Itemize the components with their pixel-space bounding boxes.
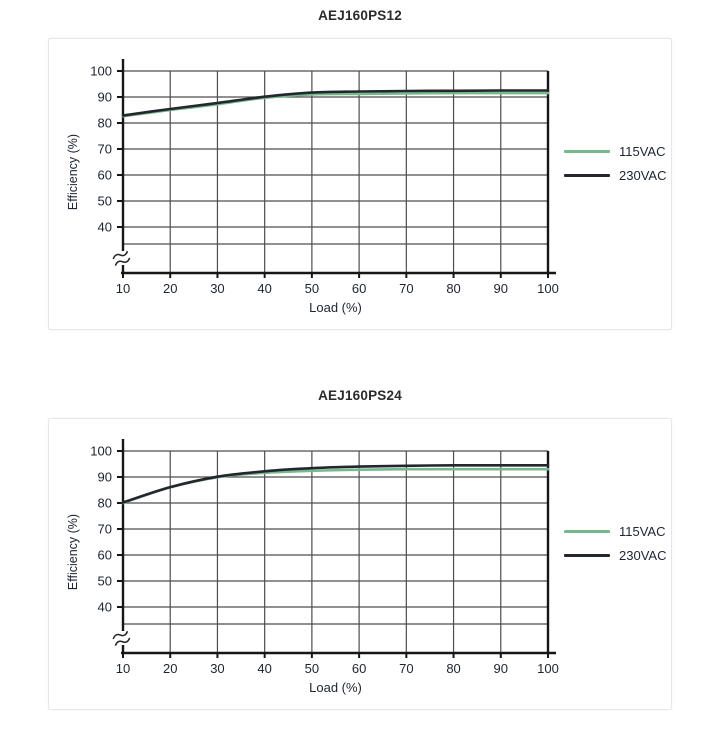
svg-text:40: 40 (97, 599, 112, 615)
svg-text:40: 40 (97, 219, 112, 235)
svg-text:10: 10 (115, 281, 131, 296)
legend-item-230vac (564, 163, 669, 187)
svg-text:Load (%): Load (%) (309, 680, 362, 695)
svg-text:60: 60 (97, 547, 112, 563)
legend (564, 139, 669, 187)
legend-item-230vac (564, 543, 669, 567)
svg-text:80: 80 (97, 115, 112, 131)
svg-text:80: 80 (446, 661, 461, 676)
chart-title-aej160ps24: AEJ160PS24 (318, 388, 402, 403)
legend-label-230vac: 230VAC (619, 547, 667, 563)
legend-line-230vac-icon (564, 554, 610, 557)
svg-text:70: 70 (399, 661, 414, 676)
svg-text:60: 60 (351, 281, 367, 296)
svg-text:50: 50 (304, 661, 320, 676)
chart-card-aej160ps12 (48, 38, 672, 330)
svg-text:90: 90 (97, 469, 112, 485)
svg-text:60: 60 (97, 167, 112, 183)
legend-item-115vac (564, 519, 669, 543)
legend (564, 519, 669, 567)
svg-text:30: 30 (210, 281, 225, 296)
legend-item-115vac (564, 139, 669, 163)
svg-text:30: 30 (210, 661, 225, 676)
legend-label-115vac: 115VAC (619, 523, 666, 539)
svg-text:90: 90 (493, 661, 509, 676)
svg-text:80: 80 (97, 495, 112, 511)
legend-label-115vac: 115VAC (619, 143, 666, 159)
legend-line-115vac-icon (564, 530, 610, 533)
svg-text:10: 10 (115, 661, 131, 676)
svg-text:60: 60 (351, 661, 367, 676)
legend-label-230vac: 230VAC (619, 167, 667, 183)
svg-text:40: 40 (257, 281, 272, 296)
svg-text:Load (%): Load (%) (309, 300, 362, 315)
svg-text:90: 90 (493, 281, 509, 296)
svg-text:100: 100 (537, 661, 559, 676)
legend-line-230vac-icon (564, 174, 610, 177)
svg-text:80: 80 (446, 281, 461, 296)
legend-line-115vac-icon (564, 150, 610, 153)
svg-text:70: 70 (97, 521, 112, 537)
chart-card-aej160ps24 (48, 418, 672, 710)
svg-text:70: 70 (399, 281, 414, 296)
svg-text:90: 90 (97, 89, 112, 105)
svg-text:Efficiency (%): Efficiency (%) (66, 513, 80, 591)
svg-text:100: 100 (537, 281, 559, 296)
svg-text:50: 50 (97, 573, 112, 589)
svg-text:Efficiency (%): Efficiency (%) (66, 133, 80, 211)
svg-text:50: 50 (304, 281, 320, 296)
svg-text:40: 40 (257, 661, 272, 676)
svg-text:70: 70 (97, 141, 112, 157)
svg-text:100: 100 (90, 443, 112, 459)
chart-title-aej160ps12: AEJ160PS12 (318, 8, 402, 23)
svg-text:20: 20 (162, 281, 178, 296)
svg-text:50: 50 (97, 193, 112, 209)
svg-text:20: 20 (162, 661, 178, 676)
svg-text:100: 100 (90, 63, 112, 79)
